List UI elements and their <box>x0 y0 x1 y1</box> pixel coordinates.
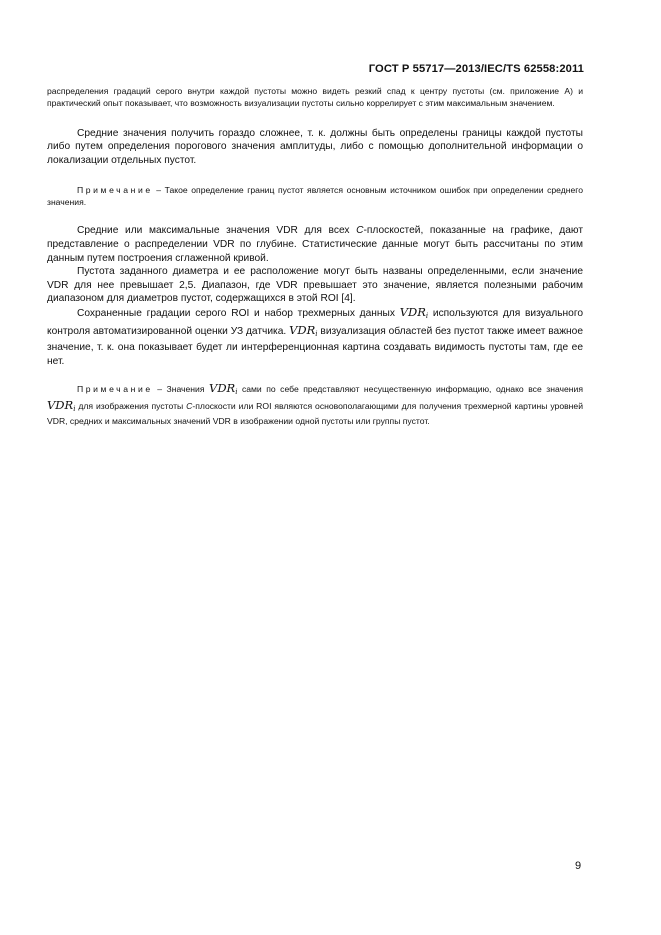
vdr-subscript: i <box>425 311 429 320</box>
standard-header: ГОСТ Р 55717—2013/IEC/TS 62558:2011 <box>368 63 584 75</box>
c-plane-letter: C <box>186 400 193 411</box>
paragraph-vdr-values-part-a: Средние или максимальные значения VDR для всех <box>77 225 357 237</box>
paragraph-saved-gradations <box>47 306 583 368</box>
paragraph-saved-gradations-part-a: Сохраненные градации серого ROI и набор трехмерных данных <box>77 307 400 319</box>
paragraph-continuation: распределения градаций серого внутри каждой пустоты можно видеть резкий спад к центру пустоты (см. приложение А) и практический опыт показывает, что возможность визуализации пустоты сильно коррелирует с этим максимальным значением. <box>47 86 583 109</box>
paragraph-saved-gradations-part-b: используются для визуального контроля автоматизированной оценки УЗ датчика. <box>47 307 583 337</box>
vdr-symbol: VDR <box>399 304 426 319</box>
paragraph-averages: Средние значения получить гораздо сложнее, т. к. должны быть определены границы каждой пустоты либо путем определения порогового значения амплитуды, либо с помощью дополнительной информации о локализации отдельных пустот. <box>47 127 583 166</box>
paragraph-void-diameter: Пустота заданного диаметра и ее расположение могут быть названы определенными, если значение VDR для нее превышает 2,5. Диапазон, где VDR превышает это значение, является полезными рабочим диапазоном для диаметров пустот, содержащихся в этой ROI [4]. <box>47 266 583 305</box>
note-2-part-a: – Значения <box>152 384 210 395</box>
note-2-part-b: сами по себе представляют несущественную информацию, однако все значения <box>237 384 583 395</box>
page-number: 9 <box>575 860 582 872</box>
note-2-label: Примечание <box>77 384 153 395</box>
vdr-i-formula <box>289 323 317 337</box>
vdr-symbol: VDR <box>209 381 236 396</box>
vdr-subscript: i <box>73 404 76 413</box>
note-1-text: – Такое определение границ пустот является основным источником ошибок при определении среднего значения. <box>47 184 583 207</box>
vdr-symbol: VDR <box>289 322 316 337</box>
vdr-subscript: i <box>315 329 318 338</box>
note-2 <box>47 382 583 427</box>
vdr-i-formula <box>209 381 237 395</box>
c-plane-letter: C <box>356 225 364 237</box>
vdr-i-formula <box>47 398 75 412</box>
note-2-part-d: -плоскости или ROI являются основополагающими для получения трехмерной картины уровней VDR, средних и максимальных значений VDR в изображении одной пустоты или группы пустот. <box>47 400 583 427</box>
vdr-i-formula <box>400 305 428 319</box>
note-1-label: Примечание <box>77 184 153 195</box>
page-content <box>47 85 583 428</box>
vdr-subscript: i <box>235 388 238 397</box>
paragraph-vdr-values-part-b: -плоскостей, показанные на графике, дают представление о распределении VDR по глубине. Статистические данные могут быть рассчитаны по этим данным путем построения сглаженной кривой. <box>47 225 583 264</box>
note-2-part-c: для изображения пустоты <box>75 400 187 411</box>
paragraph-vdr-values <box>47 224 583 265</box>
note-1 <box>47 184 583 209</box>
vdr-symbol: VDR <box>47 397 74 412</box>
paragraph-saved-gradations-part-c: визуализация областей без пустот также имеет важное значение, т. к. она показывает будет ли интерференционная картина создавать видимость пустоты там, где ее нет. <box>47 325 583 367</box>
